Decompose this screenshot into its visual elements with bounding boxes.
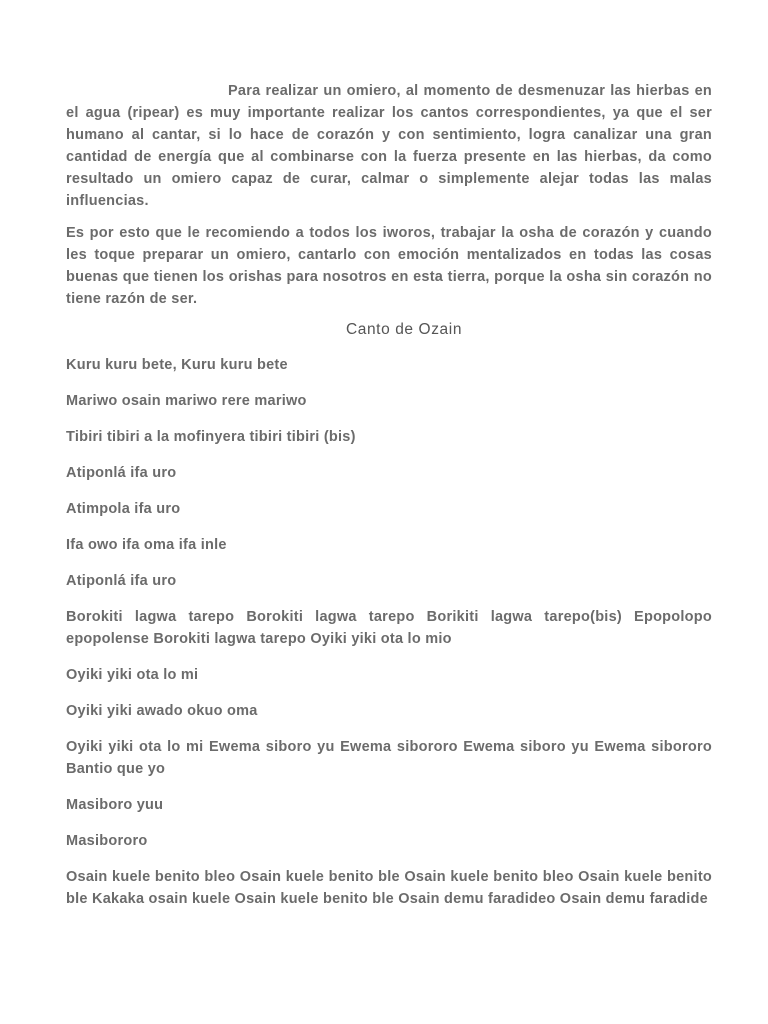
verse-line: Borokiti lagwa tarepo Borokiti lagwa tarepo Borikiti lagwa tarepo(bis) Epopolopo epopolense Borokiti lagwa tarepo Oyiki yiki ota lo mio: [66, 609, 712, 647]
verse-line: Masiboro yuu: [66, 797, 164, 813]
verse-line: Osain kuele benito bleo Osain kuele benito ble Osain kuele benito bleo Osain kuele benito ble Kakaka osain kuele Osain kuele benito ble Osain demu faradideo Osain demu faradide: [66, 869, 712, 907]
verse-line: Kuru kuru bete, Kuru kuru bete: [66, 357, 288, 373]
song-title: Canto de Ozain: [345, 321, 463, 338]
verse-line: Mariwo osain mariwo rere mariwo: [66, 393, 307, 409]
verse-line: Masibororo: [66, 833, 148, 849]
intro-paragraph-2: Es por esto que le recomiendo a todos los iworos, trabajar la osha de corazón y cuando les toque preparar un omiero, cantarlo con emoción mentalizados en todas las cosas buenas que tienen los orishas para nosotros en esta tierra, porque la osha sin corazón no tiene razón de ser.: [66, 225, 712, 307]
document-body: [66, 80, 712, 924]
verse-line: Atiponlá ifa uro: [66, 465, 177, 481]
verse-line: Tibiri tibiri a la mofinyera tibiri tibiri (bis): [66, 429, 356, 445]
intro-paragraph-1: Para realizar un omiero, al momento de desmenuzar las hierbas en el agua (ripear) es muy importante realizar los cantos correspondientes, ya que el ser humano al cantar, si lo hace de corazón y con sentimiento, logra canalizar una gran cantidad de energía que al combinarse con la fuerza presente en las hierbas, da como resultado un omiero capaz de curar, calmar o simplemente alejar todas las malas influencias.: [66, 83, 712, 209]
verse-line: Oyiki yiki awado okuo oma: [66, 703, 258, 719]
verse-line: Atiponlá ifa uro: [66, 573, 177, 589]
verse-line: Atimpola ifa uro: [66, 501, 181, 517]
verse-line: Ifa owo ifa oma ifa inle: [66, 537, 227, 553]
verse-line: Oyiki yiki ota lo mi Ewema siboro yu Ewema sibororo Ewema siboro yu Ewema sibororo Bantio que yo: [66, 739, 712, 777]
verse-line: Oyiki yiki ota lo mi: [66, 667, 199, 683]
